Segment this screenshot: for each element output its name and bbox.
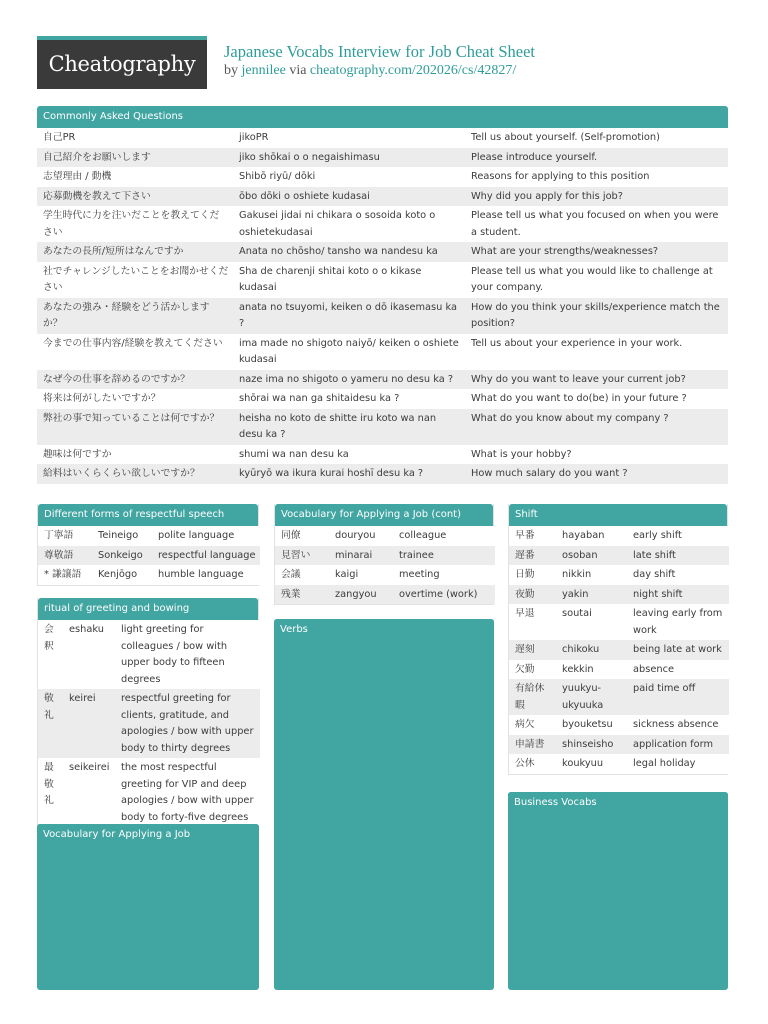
table-cell: overtime (work): [393, 585, 495, 605]
table-cell: Sha de charenji shitai koto o o kikase kudasai: [233, 262, 465, 298]
table-cell: shōrai wa nan ga shitaidesu ka ?: [233, 389, 465, 409]
table-cell: 社でチャレンジしたいことをお聞かせください: [37, 262, 233, 298]
table-cell: 尊敬語: [38, 546, 92, 566]
table-cell: late shift: [627, 546, 729, 566]
table-cell: 病欠: [509, 715, 556, 735]
table-cell: Please introduce yourself.: [465, 148, 728, 168]
table-row: [275, 565, 495, 585]
table-cell: minarai: [329, 546, 393, 566]
table-cell: How much salary do you want ?: [465, 464, 728, 484]
section-title: Business Vocabs: [508, 792, 728, 814]
table-cell: Tell us about your experience in your work.: [465, 334, 728, 370]
table-cell: 見習い: [275, 546, 329, 566]
table-row: [37, 206, 728, 242]
table-cell: 自己PR: [37, 128, 233, 148]
table-row: [509, 715, 729, 735]
table-cell: nikkin: [556, 565, 627, 585]
table-cell: day shift: [627, 565, 729, 585]
shift-table: [509, 526, 729, 774]
table-cell: osoban: [556, 546, 627, 566]
table-row: [37, 334, 728, 370]
table-row: [37, 298, 728, 334]
table-cell: anata no tsuyomi, keiken o dō ikasemasu ka ?: [233, 298, 465, 334]
table-cell: early shift: [627, 526, 729, 546]
section-ritual-greeting: [37, 598, 259, 828]
section-commonly-asked-questions: [37, 106, 728, 484]
table-row: [37, 370, 728, 390]
table-cell: legal holiday: [627, 754, 729, 774]
table-row: [37, 409, 728, 445]
table-cell: 申請書: [509, 735, 556, 755]
table-cell: chikoku: [556, 640, 627, 660]
section-title: Different forms of respectful speech: [38, 504, 258, 526]
table-cell: 志望理由 / 動機: [37, 167, 233, 187]
table-row: [37, 445, 728, 465]
table-cell: leaving early from work: [627, 604, 729, 640]
section-title: Vocabulary for Applying a Job: [37, 824, 259, 846]
sheet-url-link[interactable]: cheatography.com/202026/cs/42827/: [309, 63, 517, 78]
table-cell: 今までの仕事内容/経験を教えてください: [37, 334, 233, 370]
table-cell: kaigi: [329, 565, 393, 585]
table-row: [38, 546, 260, 566]
table-cell: douryou: [329, 526, 393, 546]
table-cell: 遅刻: [509, 640, 556, 660]
page-title: Japanese Vocabs Interview for Job Cheat Sheet: [224, 42, 535, 61]
table-cell: Sonkeigo: [92, 546, 152, 566]
table-row: [509, 660, 729, 680]
table-row: [509, 754, 729, 774]
table-cell: ōbo dōki o oshiete kudasai: [233, 187, 465, 207]
table-cell: あなたの長所/短所はなんですか: [37, 242, 233, 262]
table-cell: 丁寧語: [38, 526, 92, 546]
table-cell: 早退: [509, 604, 556, 640]
table-cell: 残業: [275, 585, 329, 605]
table-cell: Please tell us what you focused on when you were a student.: [465, 206, 728, 242]
table-cell: kyūryō wa ikura kurai hoshī desu ka ?: [233, 464, 465, 484]
table-row: [509, 640, 729, 660]
table-row: [38, 689, 260, 758]
cheatography-logo[interactable]: Cheatography: [37, 36, 207, 89]
table-row: [38, 620, 260, 689]
table-cell: あなたの強み・経験をどう活かしますか？: [37, 298, 233, 334]
table-cell: absence: [627, 660, 729, 680]
section-title: Vocabulary for Applying a Job (cont): [275, 504, 493, 526]
table-cell: 会釈: [38, 620, 63, 689]
table-row: [37, 167, 728, 187]
table-cell: 趣味は何ですか: [37, 445, 233, 465]
byline-via: via: [289, 63, 307, 78]
table-cell: 同僚: [275, 526, 329, 546]
table-row: [509, 604, 729, 640]
table-cell: trainee: [393, 546, 495, 566]
table-row: [38, 565, 260, 585]
apply-cont-table: [275, 526, 495, 604]
section-vocab-applying-job: [37, 824, 259, 990]
table-cell: 公休: [509, 754, 556, 774]
table-row: [509, 679, 729, 715]
table-row: [38, 526, 260, 546]
table-cell: soutai: [556, 604, 627, 640]
table-cell: heisha no koto de shitte iru koto wa nan desu ka ?: [233, 409, 465, 445]
table-cell: 自己紹介をお願いします: [37, 148, 233, 168]
table-cell: respectful language: [152, 546, 260, 566]
byline: [224, 63, 516, 79]
table-cell: 日勤: [509, 565, 556, 585]
table-cell: What do you know about my company ?: [465, 409, 728, 445]
table-cell: yakin: [556, 585, 627, 605]
table-cell: byouketsu: [556, 715, 627, 735]
table-cell: 早番: [509, 526, 556, 546]
table-row: [275, 546, 495, 566]
table-cell: being late at work: [627, 640, 729, 660]
table-cell: Gakusei jidai ni chikara o sosoida koto o oshietekudasai: [233, 206, 465, 242]
table-cell: Tell us about yourself. (Self-promotion): [465, 128, 728, 148]
byline-by: by: [224, 63, 238, 78]
table-cell: 給料はいくらくらい欲しいですか？: [37, 464, 233, 484]
questions-table: [37, 128, 728, 484]
table-cell: eshaku: [63, 620, 115, 689]
table-row: [509, 735, 729, 755]
table-cell: night shift: [627, 585, 729, 605]
table-cell: What is your hobby?: [465, 445, 728, 465]
respectful-table: [38, 526, 260, 585]
table-cell: 敬礼: [38, 689, 63, 758]
table-row: [509, 546, 729, 566]
table-cell: 学生時代に力を注いだことを教えてください: [37, 206, 233, 242]
table-cell: * 謙譲語: [38, 565, 92, 585]
table-cell: Teineigo: [92, 526, 152, 546]
table-cell: yuukyu-ukyuuka: [556, 679, 627, 715]
table-row: [509, 565, 729, 585]
table-cell: sickness absence: [627, 715, 729, 735]
section-respectful-speech: [37, 504, 259, 586]
table-cell: the most respectful greeting for VIP and deep apologies / bow with upper body to forty-five degrees: [115, 758, 260, 827]
table-row: [37, 128, 728, 148]
table-cell: keirei: [63, 689, 115, 758]
table-row: [509, 585, 729, 605]
table-row: [37, 464, 728, 484]
table-cell: 応募動機を教えて下さい: [37, 187, 233, 207]
table-cell: koukyuu: [556, 754, 627, 774]
table-cell: How do you think your skills/experience match the position?: [465, 298, 728, 334]
section-title: Shift: [509, 504, 727, 526]
table-row: [275, 526, 495, 546]
section-verbs: [274, 619, 494, 990]
table-row: [37, 262, 728, 298]
table-cell: zangyou: [329, 585, 393, 605]
table-cell: Anata no chōsho/ tansho wa nandesu ka: [233, 242, 465, 262]
section-title: Commonly Asked Questions: [37, 106, 728, 128]
table-cell: Please tell us what you would like to challenge at your company.: [465, 262, 728, 298]
table-row: [37, 389, 728, 409]
table-cell: Reasons for applying to this position: [465, 167, 728, 187]
table-cell: 弊社の事で知っていることは何ですか？: [37, 409, 233, 445]
table-cell: 最敬礼: [38, 758, 63, 827]
section-title: ritual of greeting and bowing: [38, 598, 258, 620]
section-business-vocabs: [508, 792, 728, 990]
table-cell: naze ima no shigoto o yameru no desu ka ?: [233, 370, 465, 390]
table-cell: light greeting for colleagues / bow with upper body to fifteen degrees: [115, 620, 260, 689]
table-row: [509, 526, 729, 546]
section-shift: [508, 504, 728, 775]
section-title: Verbs: [274, 619, 494, 641]
table-cell: 欠勤: [509, 660, 556, 680]
table-cell: paid time off: [627, 679, 729, 715]
table-cell: 有給休暇: [509, 679, 556, 715]
table-cell: colleague: [393, 526, 495, 546]
section-vocab-applying-job-cont: [274, 504, 494, 605]
table-cell: ima made no shigoto naiyō/ keiken o oshiete kudasai: [233, 334, 465, 370]
table-row: [275, 585, 495, 605]
table-cell: 会議: [275, 565, 329, 585]
author-link[interactable]: jennilee: [241, 63, 286, 78]
table-cell: polite language: [152, 526, 260, 546]
table-cell: What are your strengths/weaknesses?: [465, 242, 728, 262]
table-cell: application form: [627, 735, 729, 755]
table-cell: Why do you want to leave your current job?: [465, 370, 728, 390]
ritual-table: [38, 620, 260, 827]
table-row: [37, 148, 728, 168]
table-row: [38, 758, 260, 827]
table-cell: 将来は何がしたいですか？: [37, 389, 233, 409]
table-cell: なぜ今の仕事を辞めるのですか？: [37, 370, 233, 390]
table-cell: meeting: [393, 565, 495, 585]
table-cell: kekkin: [556, 660, 627, 680]
table-cell: hayaban: [556, 526, 627, 546]
table-cell: Kenjōgo: [92, 565, 152, 585]
table-cell: seikeirei: [63, 758, 115, 827]
table-cell: Why did you apply for this job?: [465, 187, 728, 207]
table-cell: What do you want to do(be) in your future ?: [465, 389, 728, 409]
table-cell: respectful greeting for clients, gratitude, and apologies / bow with upper body to thirty degrees: [115, 689, 260, 758]
table-cell: jiko shōkai o o negaishimasu: [233, 148, 465, 168]
table-cell: shinseisho: [556, 735, 627, 755]
table-cell: humble language: [152, 565, 260, 585]
table-cell: 夜勤: [509, 585, 556, 605]
table-cell: jikoPR: [233, 128, 465, 148]
table-cell: Shibō riyū/ dōki: [233, 167, 465, 187]
table-row: [37, 187, 728, 207]
table-row: [37, 242, 728, 262]
table-cell: shumi wa nan desu ka: [233, 445, 465, 465]
table-cell: 遅番: [509, 546, 556, 566]
